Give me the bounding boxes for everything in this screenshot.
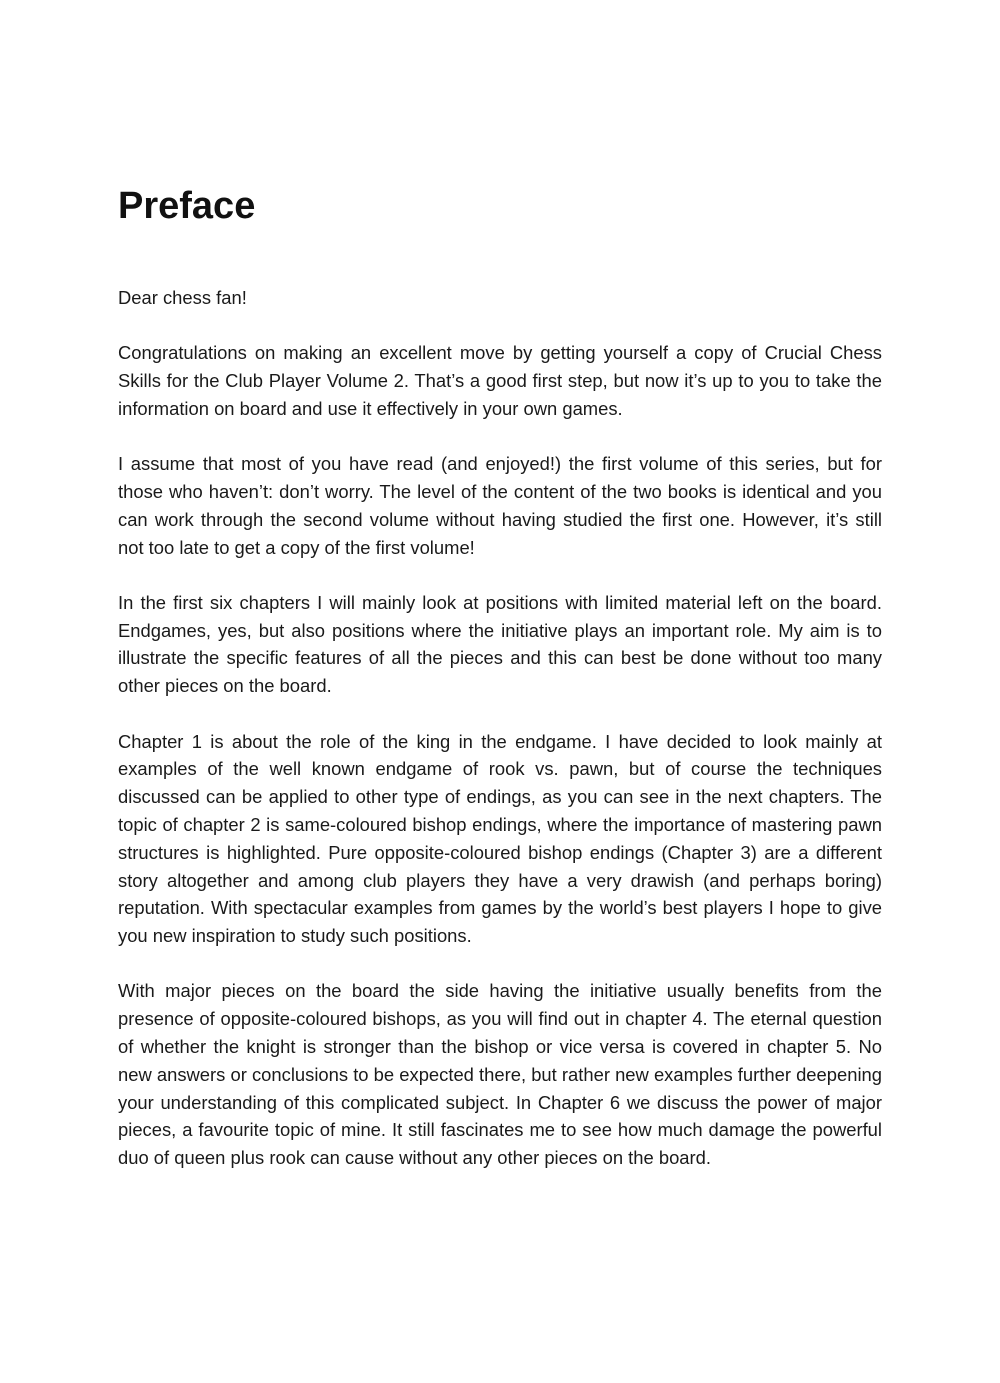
page-title: Preface [118, 185, 256, 227]
paragraph-first-volume: I assume that most of you have read (and enjoyed!) the first volume of this series, but for those who haven’t: don’t worry. The level of the content of the two books is identical and you can work through the second volume without having studied the first one. However, it’s still not too late to get a copy of the first volume! [118, 453, 882, 558]
body-text [118, 284, 882, 1200]
paragraph-chapters-1-3: Chapter 1 is about the role of the king in the endgame. I have decided to look mainly at examples of the well known endgame of rook vs. pawn, but of course the techniques discussed can be applied to other type of endings, as you can see in the next chapters. The topic of chapter 2 is same-coloured bishop endings, where the importance of mastering pawn structures is highlighted. Pure opposite-coloured bishop endings (Chapter 3) are a different story altogether and among club players they have a very drawish (and perhaps boring) reputation. With spectacular examples from games by the world’s best players I hope to give you new inspiration to study such positions. [118, 730, 882, 947]
paragraph-first-six-chapters: In the first six chapters I will mainly look at positions with limited material left on the board. Endgames, yes, but also positions where the initiative plays an important role. My aim is to illustrate the specific features of all the pieces and this can best be done without too many other pieces on the board. [118, 591, 882, 697]
paragraph-congratulations: Congratulations on making an excellent move by getting yourself a copy of Crucial Chess Skills for the Club Player Volume 2. That’s a good first step, but now it’s up to you to take the information on board and use it effectively in your own games. [118, 342, 882, 419]
paragraph-chapters-4-6: With major pieces on the board the side having the initiative usually benefits from the presence of opposite-coloured bishops, as you will find out in chapter 4. The eternal question of whether the knight is stronger than the bishop or vice versa is covered in chapter 5. No new answers or conclusions to be expected there, but rather new examples further deepening your understanding of this complicated subject. In Chapter 6 we discuss the power of major pieces, a favourite topic of mine. It still fascinates me to see how much damage the powerful duo of queen plus rook can cause without any other pieces on the board. [118, 980, 882, 1169]
paragraph-greeting: Dear chess fan! [118, 287, 247, 308]
